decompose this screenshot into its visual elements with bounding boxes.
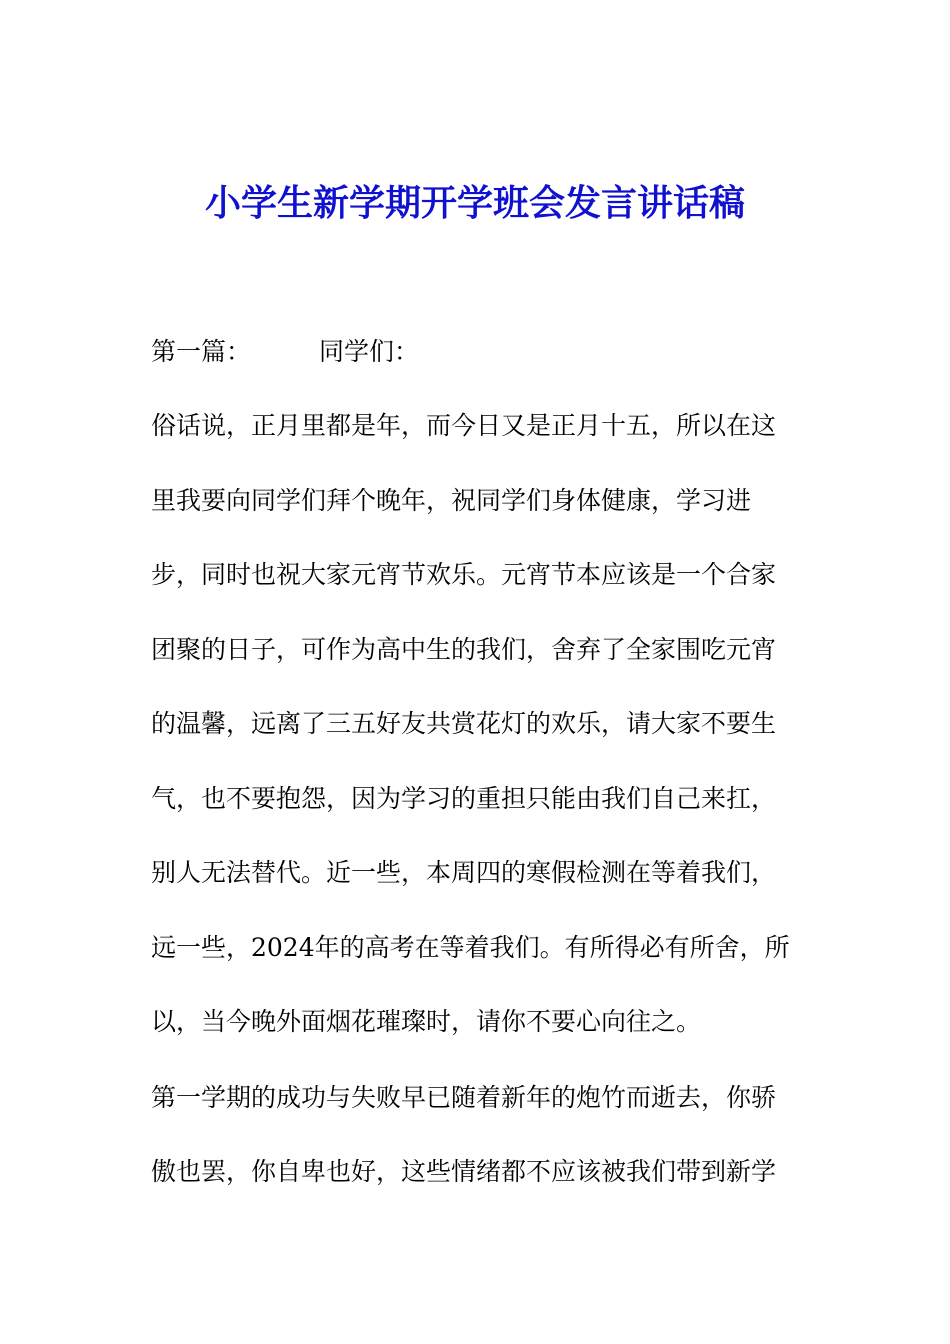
- section-label: 第一篇：: [151, 337, 252, 366]
- greeting: 同学们：: [319, 337, 420, 366]
- document-title: 小学生新学期开学班会发言讲话稿: [204, 182, 745, 224]
- section-heading: [151, 332, 419, 372]
- body-line-2: 里我要向同学们拜个晚年，祝同学们身体健康，学习进: [151, 486, 752, 515]
- body-line-6: 气，也不要抱怨，因为学习的重担只能由我们自己来扛，: [151, 784, 777, 813]
- body-line-1: 俗话说，正月里都是年，而今日又是正月十五，所以在这: [151, 411, 777, 440]
- body-line-3: 步，同时也祝大家元宵节欢乐。元宵节本应该是一个合家: [151, 560, 777, 589]
- body-line-4: 团聚的日子，可作为高中生的我们，舍弃了全家围吃元宵: [151, 635, 777, 664]
- body-line-8: 远一些，2024年的高考在等着我们。有所得必有所舍，所: [151, 933, 790, 962]
- body-line-11: 傲也罢，你自卑也好，这些情绪都不应该被我们带到新学: [151, 1157, 777, 1186]
- body-line-10: 第一学期的成功与失败早已随着新年的炮竹而逝去，你骄: [151, 1083, 777, 1112]
- body-line-5: 的温馨，远离了三五好友共赏花灯的欢乐，请大家不要生: [151, 709, 777, 738]
- body-line-7: 别人无法替代。近一些，本周四的寒假检测在等着我们，: [151, 858, 777, 887]
- body-line-9: 以，当今晚外面烟花璀璨时，请你不要心向往之。: [151, 1007, 702, 1036]
